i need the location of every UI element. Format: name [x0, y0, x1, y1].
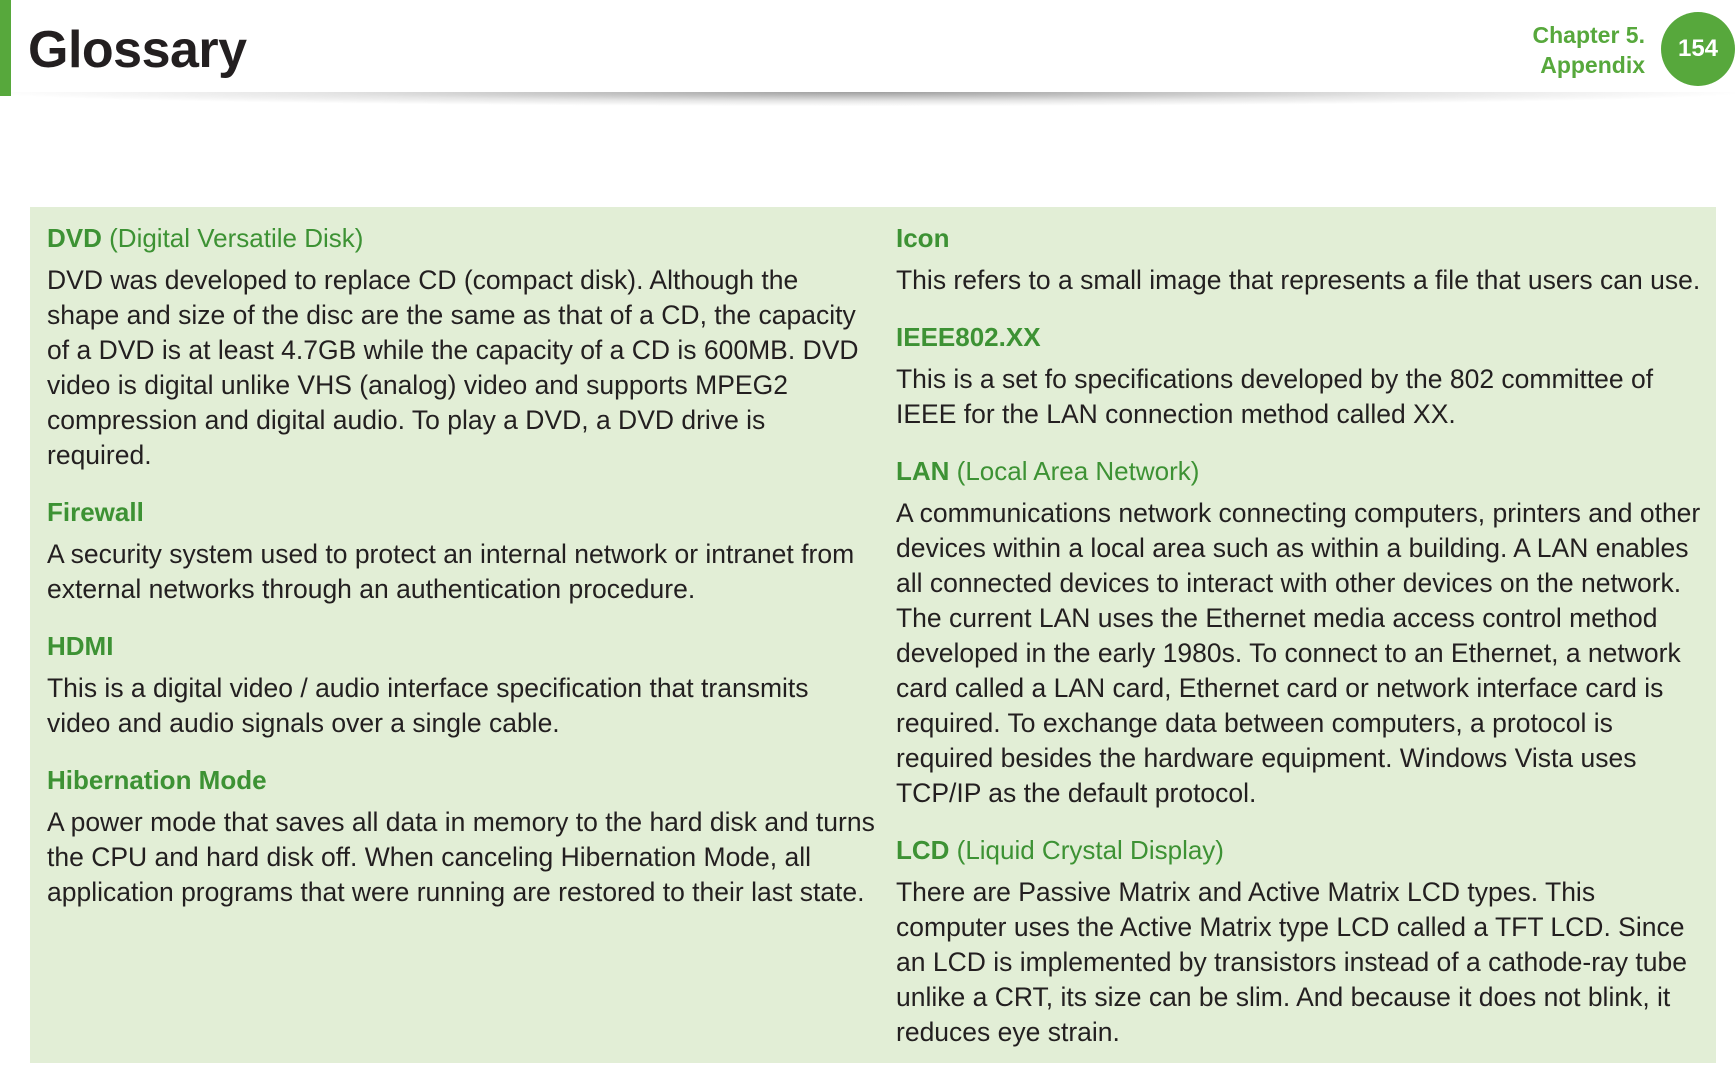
header-divider: [0, 92, 1735, 106]
page-title: Glossary: [28, 21, 247, 79]
term-name: Icon: [896, 223, 950, 253]
term-expansion: (Liquid Crystal Display): [949, 835, 1224, 865]
chapter-title: Appendix: [1540, 52, 1645, 78]
term-definition: A power mode that saves all data in memory to the hard disk and turns the CPU and hard disk off. When canceling Hibernation Mode, all application programs that were running are restored to their last state.: [47, 807, 875, 907]
term-heading: [896, 320, 1706, 354]
term-heading: [896, 454, 1706, 488]
glossary-entry-lan: [896, 454, 1706, 811]
term-definition: DVD was developed to replace CD (compact disk). Although the shape and size of the disc are the same as that of a CD, the capacity of a DVD is at least 4.7GB while the capacity of a CD is 600MB. DVD video is digital unlike VHS (analog) video and supports MPEG2 compression and digital audio. To play a DVD, a DVD drive is required.: [47, 265, 859, 470]
glossary-entry-lcd: [896, 833, 1706, 1050]
term-heading: [896, 833, 1706, 867]
term-name: LAN: [896, 456, 950, 486]
term-heading: [47, 495, 877, 529]
term-definition: This is a digital video / audio interface specification that transmits video and audio signals over a single cable.: [47, 673, 809, 738]
term-definition: A security system used to protect an internal network or intranet from external networks through an authentication procedure.: [47, 539, 855, 604]
glossary-column-left: [47, 207, 877, 932]
glossary-entry-hdmi: [47, 629, 877, 741]
glossary-panel: [30, 207, 1716, 1063]
term-heading: [47, 629, 877, 663]
glossary-entry-firewall: [47, 495, 877, 607]
chapter-number: Chapter 5.: [1532, 22, 1645, 48]
term-heading: [47, 221, 877, 255]
term-name: DVD: [47, 223, 102, 253]
glossary-entry-dvd: [47, 221, 877, 473]
glossary-entry-hibernation-mode: [47, 763, 877, 910]
term-name: LCD: [896, 835, 950, 865]
header-accent-bar: [0, 0, 11, 96]
term-heading: [47, 763, 877, 797]
term-name: HDMI: [47, 631, 114, 661]
term-expansion: (Digital Versatile Disk): [101, 223, 364, 253]
term-definition: This refers to a small image that represents a file that users can use.: [896, 265, 1701, 295]
term-definition: There are Passive Matrix and Active Matrix LCD types. This computer uses the Active Matrix type LCD called a TFT LCD. Since an LCD is implemented by transistors instead of a cathode-ray tube unlike a CRT, its size can be slim. And because it does not blink, it reduces eye strain.: [896, 877, 1687, 1047]
glossary-column-right: [896, 207, 1706, 1072]
term-name: IEEE802.XX: [896, 322, 1041, 352]
glossary-entry-icon: [896, 221, 1706, 298]
page-number-badge: 154: [1661, 12, 1735, 86]
term-definition: This is a set fo specifications developed by the 802 committee of IEEE for the LAN connection method called XX.: [896, 364, 1654, 429]
term-name: Hibernation Mode: [47, 765, 267, 795]
term-definition: A communications network connecting computers, printers and other devices within a local area such as within a building. A LAN enables all connected devices to interact with other devices on the network. The current LAN uses the Ethernet media access control method developed in the early 1980s. To connect to an Ethernet, a network card called a LAN card, Ethernet card or network interface card is required. To exchange data between computers, a protocol is required besides the hardware equipment. Windows Vista uses TCP/IP as the default protocol.: [896, 498, 1701, 808]
chapter-label: [1533, 20, 1645, 80]
glossary-entry-ieee802: [896, 320, 1706, 432]
term-name: Firewall: [47, 497, 144, 527]
term-heading: [896, 221, 1706, 255]
term-expansion: (Local Area Network): [949, 456, 1200, 486]
